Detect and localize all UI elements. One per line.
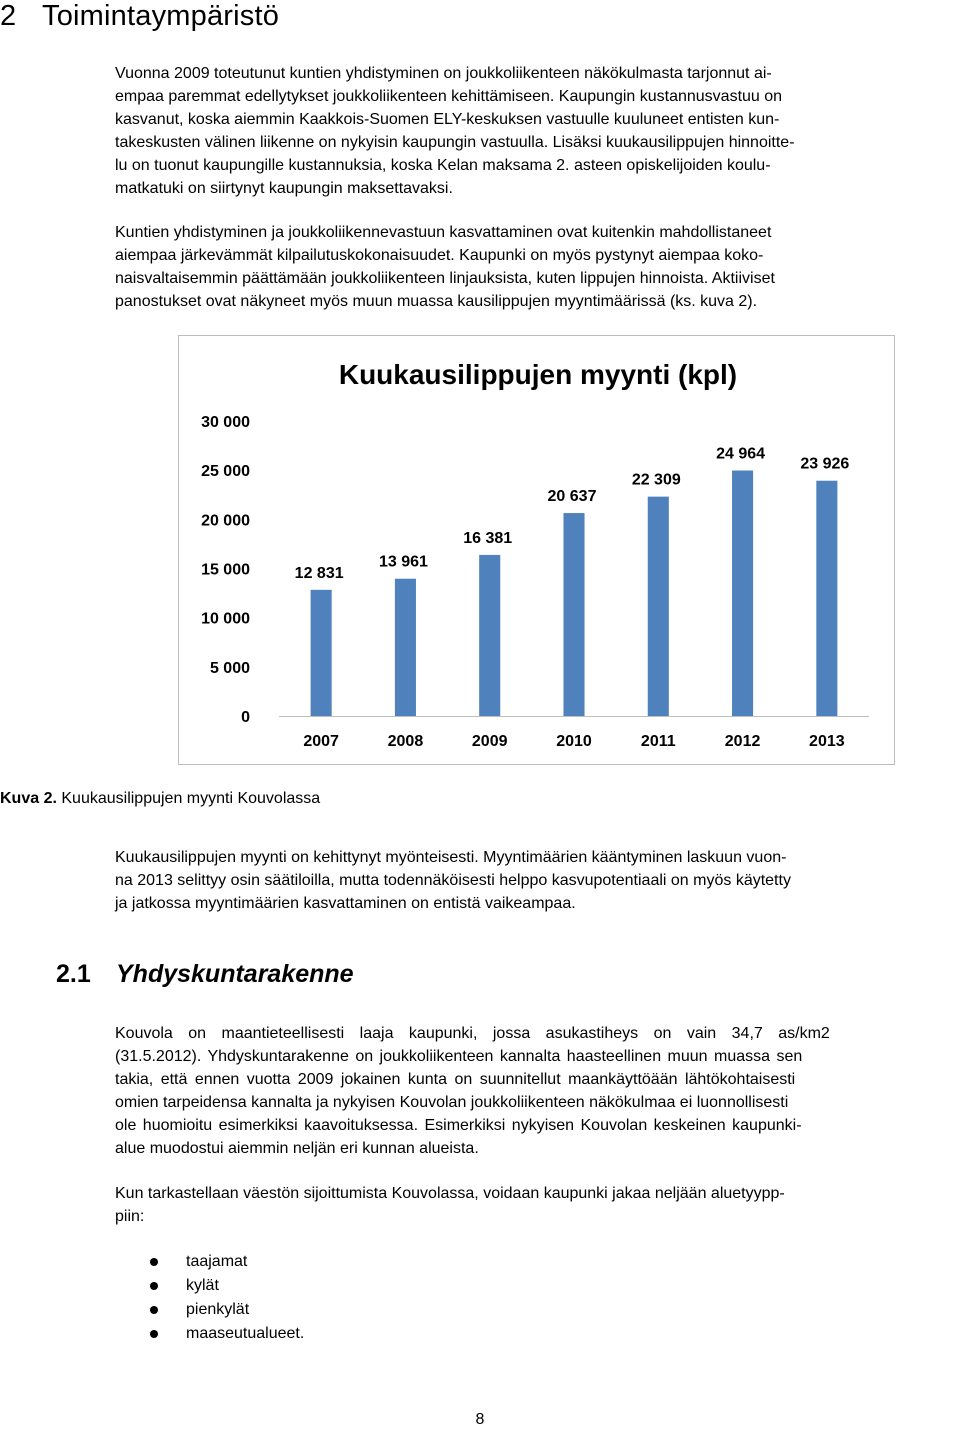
bar-value-label: 22 309 (631, 471, 681, 489)
bar-2008 (395, 579, 416, 716)
y-tick-label: 30 000 (201, 414, 250, 431)
bar-2012 (732, 471, 753, 716)
page-number: 8 (475, 1411, 485, 1428)
text-line: Kuntien yhdistyminen ja joukkoliikennevastuun kasvattaminen ovat kuitenkin mahdollistaneet (115, 224, 772, 241)
text-line: naisvaltaisemmin päättämään joukkoliikenteen linjauksista, kuten lippujen hinnoista. Aktiiviset (115, 270, 775, 287)
bar-2011 (648, 497, 669, 716)
section-title: Toimintaympäristö (42, 0, 280, 32)
subsection-number: 2.1 (56, 960, 91, 988)
text-line: (31.5.2012). Yhdyskuntarakenne on joukkoliikenteen kannalta haasteellinen muun muassa sen (115, 1048, 803, 1065)
text-line: Kouvola on maantieteellisesti laaja kaupunki, jossa asukastiheys on vain 34,7 as/km2 (115, 1025, 830, 1042)
paragraph-5 (115, 1182, 955, 1228)
bullet-icon (150, 1306, 158, 1314)
bar-2010 (563, 513, 584, 716)
paragraph-4 (115, 1022, 955, 1160)
bullet-icon (150, 1282, 158, 1290)
chart-title: Kuukausilippujen myynti (kpl) (338, 359, 738, 390)
list-item (115, 1298, 304, 1322)
x-tick-label: 2007 (303, 733, 339, 750)
text-line: alue muodostui aiemmin neljän eri kunnan alueista. (115, 1140, 479, 1157)
text-line: ole huomioitu esimerkiksi kaavoituksessa. Esimerkiksi nykyisen Kouvolan keskeinen kaupunki- (115, 1117, 802, 1134)
list-item-text: pienkylät (186, 1301, 250, 1318)
paragraph-3 (115, 846, 955, 915)
x-tick-label: 2008 (387, 733, 424, 750)
list-item (115, 1274, 304, 1298)
text-line: takia, että ennen vuotta 2009 jokainen kunta on suunnitellut maankäyttöään lähtökohtaisesti (115, 1071, 796, 1088)
list-item (115, 1322, 304, 1346)
figure-caption (0, 788, 320, 810)
text-line: piin: (115, 1208, 145, 1225)
bar-value-label: 13 961 (378, 553, 428, 571)
sales-chart-svg (179, 336, 894, 764)
bar-value-label: 16 381 (463, 529, 513, 547)
caption-text: Kuukausilippujen myynti Kouvolassa (56, 790, 321, 807)
y-tick-label: 20 000 (201, 512, 250, 530)
caption-label: Kuva 2. (0, 790, 57, 807)
y-tick-label: 10 000 (201, 610, 250, 628)
list-item-text: maaseutualueet. (186, 1325, 305, 1342)
text-line: Vuonna 2009 toteutunut kuntien yhdistyminen on joukkoliikenteen näkökulmasta tarjonnut ai- (115, 65, 772, 82)
subsection-heading (56, 958, 354, 990)
list-item-text: taajamat (186, 1253, 248, 1270)
list-item-text: kylät (186, 1277, 219, 1294)
y-tick-label: 15 000 (201, 561, 250, 579)
bullet-icon (150, 1258, 158, 1266)
bar-value-label: 12 831 (294, 564, 344, 582)
bar-value-label: 24 964 (716, 445, 766, 463)
list-item (115, 1250, 304, 1274)
text-line: Kun tarkastellaan väestön sijoittumista Kouvolassa, voidaan kaupunki jakaa neljään aluetyypp- (115, 1185, 785, 1202)
area-type-list (115, 1250, 304, 1346)
section-number: 2 (0, 0, 17, 32)
text-line: na 2013 selittyy osin säätiloilla, mutta todennäköisesti helppo kasvupotentiaali on myös käytetty (115, 872, 791, 889)
paragraph-1 (115, 62, 955, 200)
y-tick-label: 0 (241, 709, 250, 726)
x-tick-label: 2013 (809, 733, 845, 750)
y-tick-label: 5 000 (209, 659, 250, 677)
paragraph-2 (115, 221, 955, 313)
text-line: panostukset ovat näkyneet myös muun muassa kausilippujen myyntimäärissä (ks. kuva 2). (115, 293, 758, 310)
bar-2009 (479, 555, 500, 716)
text-line: omien tarpeidensa kannalta ja nykyisen Kouvolan joukkoliikenteen näkökulmaa ei luonnollisesti (115, 1094, 789, 1111)
text-line: matkatuki on siirtynyt kaupungin maksettavaksi. (115, 180, 453, 197)
text-line: empaa paremmat edellytykset joukkoliikenteen kehittämiseen. Kaupungin kustannusvastuu on (115, 88, 783, 105)
text-line: kasvanut, koska aiemmin Kaakkois-Suomen ELY-keskuksen vastuulle kuuluneet entisten kun- (115, 111, 780, 128)
subsection-title: Yhdyskuntarakenne (116, 960, 354, 988)
x-tick-label: 2010 (556, 733, 592, 750)
section-heading (0, 0, 279, 32)
x-tick-label: 2011 (640, 733, 676, 750)
text-line: lu on tuonut kaupungille kustannuksia, koska Kelan maksama 2. asteen opiskelijoiden koulu- (115, 157, 771, 174)
bullet-icon (150, 1330, 158, 1338)
text-line: aiempaa järkevämmät kilpailutuskokonaisuudet. Kaupunki on myös pystynyt aiempaa koko- (115, 247, 764, 264)
bar-value-label: 23 926 (800, 455, 850, 473)
bar-value-label: 20 637 (547, 488, 597, 506)
y-tick-label: 25 000 (201, 463, 250, 481)
x-tick-label: 2009 (471, 733, 508, 750)
text-line: Kuukausilippujen myynti on kehittynyt myönteisesti. Myyntimäärien kääntyminen laskuun vuon- (115, 849, 787, 866)
sales-chart (178, 335, 895, 765)
text-line: ja jatkossa myyntimäärien kasvattaminen on entistä vaikeampaa. (115, 895, 576, 912)
x-tick-label: 2012 (724, 733, 761, 750)
bar-2007 (311, 590, 332, 716)
text-line: takeskusten välinen liikenne on nykyisin kaupungin vastuulla. Lisäksi kuukausilippujen hinnoitte- (115, 134, 795, 151)
bar-2013 (816, 481, 837, 716)
